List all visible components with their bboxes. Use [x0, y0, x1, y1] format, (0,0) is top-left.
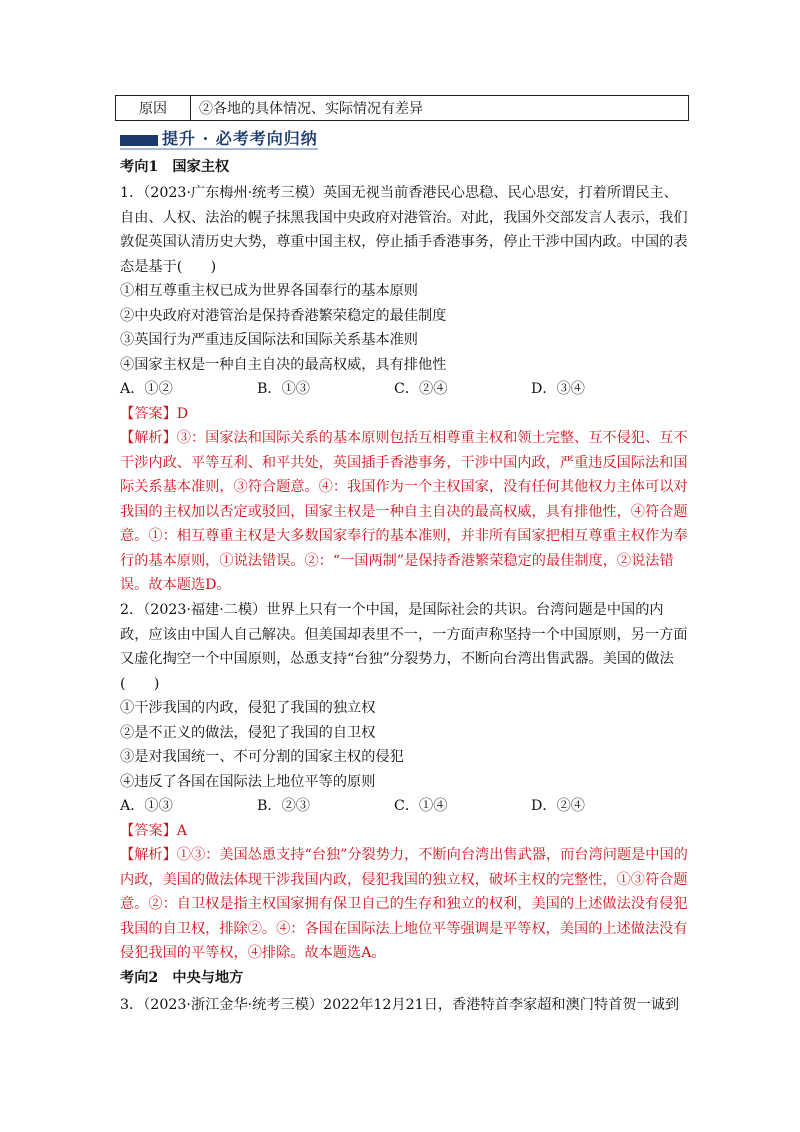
option-item: ④违反了各国在国际法上地位平等的原则: [120, 773, 376, 790]
question-stem: 1．（2023·广东梅州·统考三模）英国无视当前香港民心思稳、民心思安，打着所谓民主、自由、人权、法治的幌子抹黑我国中央政府对港管治。对此，我国外交部发言人表示，我们敦促英国认清历史大势，尊重中国主权，停止插手香港事务，停止干涉中国内政。中国的表态是基于( ): [120, 185, 688, 275]
table-content: ②各地的具体情况、实际情况有差异: [199, 101, 423, 117]
reason-table: [115, 95, 689, 121]
banner-underline: [120, 148, 318, 150]
choice-d: D．②④: [531, 798, 585, 814]
option-item: ②是不正义的做法，侵犯了我国的自卫权: [120, 724, 376, 741]
option-item: ③是对我国统一、不可分割的国家主权的侵犯: [120, 749, 404, 765]
choice-a: A．①②: [120, 381, 173, 397]
choice-c: C．②④: [394, 381, 448, 397]
choice-b: B．②③: [257, 798, 310, 814]
option-item: ④国家主权是一种自主自决的最高权威，具有排他性: [120, 356, 447, 373]
choice-a: A．①③: [120, 798, 173, 814]
choice-row: [120, 377, 690, 402]
table-label: 原因: [116, 96, 191, 120]
question-stem: 2．（2023·福建·二模）世界上只有一个中国，是国际社会的共识。台湾问题是中国的内政，应该由中国人自己解决。但美国却表里不一，一方面声称坚持一个中国原则，另一方面又虚化掏空一个中国原则，怂恿支持“台独”分裂势力，不断向台湾出售武器。美国的做法( ): [120, 602, 688, 692]
choice-c: C．①④: [394, 798, 448, 814]
answer: 【答案】D: [120, 405, 189, 422]
option-item: ③英国行为严重违反国际法和国际关系基本准则: [120, 332, 418, 348]
analysis: 【解析】③：国家法和国际关系的基本原则包括互相尊重主权和领土完整、互不侵犯、互不干涉内政、平等互利、和平共处，英国插手香港事务，干涉中国内政，严重违反国际法和国际关系基本准则，③符合题意。④：我国作为一个主权国家，没有任何其他权力主体可以对我国的主权加以否定或驳回，国家主权是一种自主自决的最高权威，具有排他性，④符合题意。①：相互尊重主权是大多数国家奉行的基本准则，并非所有国家把相互尊重主权作为奉行的基本原则，①说法错误。②：“一国两制”是保持香港繁荣稳定的最佳制度，②说法错误。故本题选D。: [120, 430, 688, 593]
analysis: 【解析】①③：美国怂恿支持“台独”分裂势力，不断向台湾出售武器，而台湾问题是中国的内政，美国的做法体现干涉我国内政，侵犯我国的独立权，破坏主权的完整性，①③符合题意。②：自卫权是指主权国家拥有保卫自己的生存和独立的权利，美国的上述做法没有侵犯我国的自卫权，排除②。④：各国在国际法上地位平等强调是平等权，美国的上述做法没有侵犯我国的平等权，④排除。故本题选A。: [120, 847, 688, 961]
option-item: ①干涉我国的内政，侵犯了我国的独立权: [120, 700, 376, 716]
choice-b: B．①③: [257, 381, 310, 397]
section-title-1: 考向1 国家主权: [120, 159, 230, 175]
section-banner: [120, 126, 318, 148]
banner-bar-icon: [120, 135, 158, 146]
option-item: ②中央政府对港管治是保持香港繁荣稳定的最佳制度: [120, 307, 447, 324]
section-title-2: 考向2 中央与地方: [120, 970, 244, 986]
answer: 【答案】A: [120, 822, 187, 839]
choice-row: [120, 794, 690, 819]
question-2: [120, 598, 690, 966]
choice-d: D．③④: [531, 381, 585, 397]
option-item: ①相互尊重主权已成为世界各国奉行的基本原则: [120, 283, 418, 299]
question-3-stem: 3．（2023·浙江金华·统考三模）2022年12月21日，香港特首李家超和澳门特首贺一诚到: [120, 997, 680, 1013]
banner-title: 提升 · 必考考向归纳: [162, 128, 318, 148]
question-1: [120, 181, 690, 598]
